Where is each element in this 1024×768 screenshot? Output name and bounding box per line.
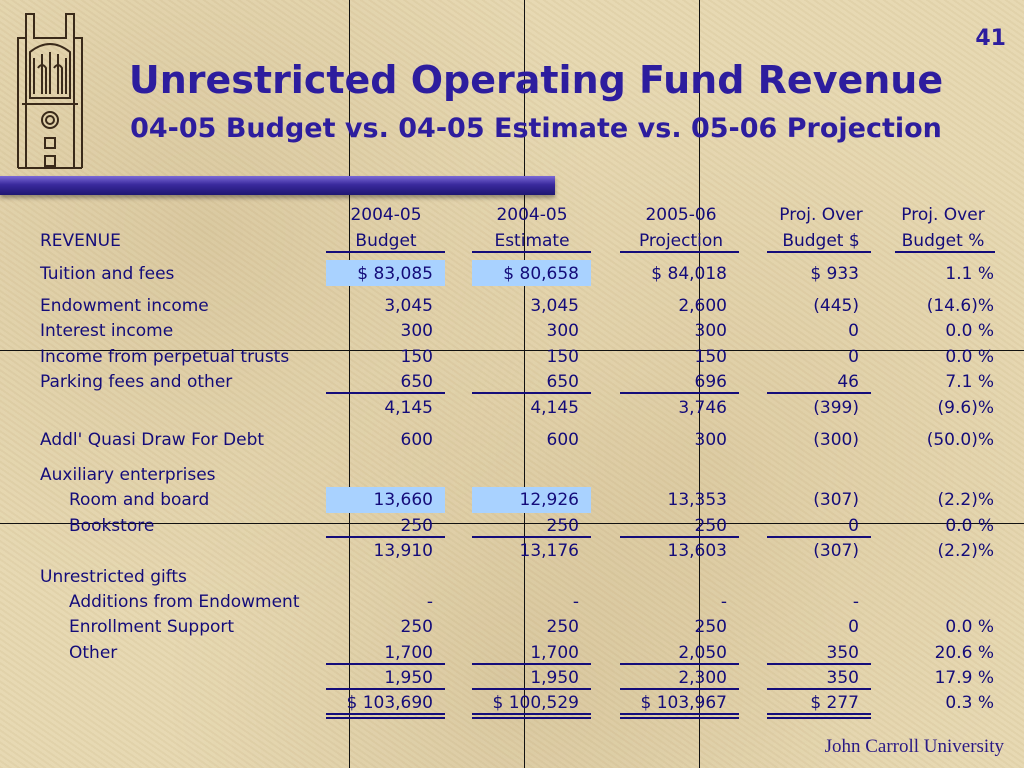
column-header: Proj. Over xyxy=(901,205,985,225)
table-cell: 4,145 xyxy=(530,398,579,418)
table-cell: 150 xyxy=(400,347,433,367)
column-underline xyxy=(472,663,591,665)
table-cell: 600 xyxy=(546,430,579,450)
table-cell: 2,600 xyxy=(678,296,727,316)
column-underline xyxy=(620,713,739,715)
column-underline xyxy=(472,536,591,538)
table-cell: (307) xyxy=(813,541,859,561)
row-label: Bookstore xyxy=(69,516,155,536)
table-cell: (2.2)% xyxy=(937,490,994,510)
table-cell: 250 xyxy=(400,516,433,536)
column-header: Projection xyxy=(638,231,724,251)
table-cell: (2.2)% xyxy=(937,541,994,561)
table-cell: (445) xyxy=(813,296,859,316)
table-cell: - xyxy=(852,592,859,612)
table-cell: 150 xyxy=(694,347,727,367)
row-label: Auxiliary enterprises xyxy=(40,465,216,485)
column-underline xyxy=(767,688,871,690)
table-cell: (307) xyxy=(813,490,859,510)
table-cell: 350 xyxy=(826,668,859,688)
table-cell: 2,300 xyxy=(678,668,727,688)
row-label: Tuition and fees xyxy=(40,264,175,284)
column-underline xyxy=(767,536,871,538)
column-underline xyxy=(620,392,739,394)
row-label: Room and board xyxy=(69,490,210,510)
table-cell: 1,950 xyxy=(384,668,433,688)
column-underline xyxy=(767,663,871,665)
table-cell: (9.6)% xyxy=(937,398,994,418)
column-underline xyxy=(326,663,445,665)
table-cell: (399) xyxy=(813,398,859,418)
table-cell: 1,950 xyxy=(530,668,579,688)
table-cell: 46 xyxy=(837,372,859,392)
column-underline xyxy=(472,251,591,253)
column-underline xyxy=(326,536,445,538)
column-underline xyxy=(472,688,591,690)
table-cell: 0.0 % xyxy=(945,617,994,637)
column-header: Estimate xyxy=(494,231,570,251)
table-cell: 250 xyxy=(694,617,727,637)
table-cell: 300 xyxy=(546,321,579,341)
column-underline xyxy=(620,717,739,719)
table-cell: 0.0 % xyxy=(945,347,994,367)
table-cell: $ 103,690 xyxy=(346,693,433,713)
table-cell: 600 xyxy=(400,430,433,450)
table-cell: (300) xyxy=(813,430,859,450)
table-cell: 250 xyxy=(400,617,433,637)
table-cell: 250 xyxy=(694,516,727,536)
table-cell: 2,050 xyxy=(678,643,727,663)
table-cell: 0 xyxy=(848,617,859,637)
table-cell: 3,746 xyxy=(678,398,727,418)
table-cell: 3,045 xyxy=(530,296,579,316)
page-title: Unrestricted Operating Fund Revenue xyxy=(128,58,944,102)
table-cell: 0.3 % xyxy=(945,693,994,713)
table-cell: 150 xyxy=(546,347,579,367)
column-underline xyxy=(620,688,739,690)
table-cell: 1,700 xyxy=(384,643,433,663)
column-underline xyxy=(767,717,871,719)
table-cell: (50.0)% xyxy=(926,430,994,450)
table-cell: 650 xyxy=(400,372,433,392)
table-cell: $ 933 xyxy=(810,264,859,284)
table-cell: 300 xyxy=(400,321,433,341)
table-cell: 20.6 % xyxy=(934,643,994,663)
row-label: Enrollment Support xyxy=(69,617,235,637)
column-header: 2004-05 xyxy=(350,205,422,225)
table-cell: 0 xyxy=(848,347,859,367)
table-cell: 3,045 xyxy=(384,296,433,316)
table-cell: 7.1 % xyxy=(945,372,994,392)
table-cell: 13,910 xyxy=(373,541,433,561)
table-cell: 0 xyxy=(848,516,859,536)
column-header: Budget xyxy=(355,231,417,251)
table-cell: 1.1 % xyxy=(945,264,994,284)
table-cell: 13,660 xyxy=(373,490,433,510)
table-cell: 300 xyxy=(694,430,727,450)
page-subtitle: 04-05 Budget vs. 04-05 Estimate vs. 05-06 Projection xyxy=(130,113,942,144)
table-cell: - xyxy=(720,592,727,612)
revenue-header: REVENUE xyxy=(40,231,121,251)
table-cell: 13,176 xyxy=(519,541,579,561)
column-header: Budget % xyxy=(901,231,985,251)
column-underline xyxy=(767,251,871,253)
column-underline xyxy=(472,392,591,394)
column-header: Budget $ xyxy=(782,231,860,251)
table-cell: 350 xyxy=(826,643,859,663)
column-underline xyxy=(472,717,591,719)
column-underline xyxy=(620,663,739,665)
column-header: Proj. Over xyxy=(779,205,863,225)
table-cell: $ 277 xyxy=(810,693,859,713)
row-label: Other xyxy=(69,643,118,663)
table-cell: 13,353 xyxy=(667,490,727,510)
column-header: 2005-06 xyxy=(645,205,717,225)
table-cell: $ 83,085 xyxy=(357,264,433,284)
column-underline xyxy=(767,713,871,715)
title-divider-bar xyxy=(0,176,555,195)
table-cell: $ 103,967 xyxy=(640,693,727,713)
row-label: Endowment income xyxy=(40,296,209,316)
footer-university-name: John Carroll University xyxy=(824,736,1004,757)
row-label: Interest income xyxy=(40,321,174,341)
column-underline xyxy=(326,688,445,690)
table-cell: 696 xyxy=(694,372,727,392)
table-cell: $ 100,529 xyxy=(492,693,579,713)
table-cell: 650 xyxy=(546,372,579,392)
row-label: Additions from Endowment xyxy=(69,592,300,612)
table-cell: 300 xyxy=(694,321,727,341)
row-label: Parking fees and other xyxy=(40,372,233,392)
row-label: Addl' Quasi Draw For Debt xyxy=(40,430,265,450)
table-cell: - xyxy=(572,592,579,612)
row-label: Unrestricted gifts xyxy=(40,567,187,587)
table-cell: $ 80,658 xyxy=(503,264,579,284)
table-cell: 0 xyxy=(848,321,859,341)
column-underline xyxy=(620,536,739,538)
column-underline xyxy=(326,713,445,715)
table-cell: 17.9 % xyxy=(934,668,994,688)
column-underline xyxy=(620,251,739,253)
slide-number: 41 xyxy=(975,26,1006,51)
table-cell: (14.6)% xyxy=(926,296,994,316)
column-underline xyxy=(326,392,445,394)
table-cell: 1,700 xyxy=(530,643,579,663)
table-cell: 250 xyxy=(546,516,579,536)
column-underline xyxy=(472,713,591,715)
table-cell: 0.0 % xyxy=(945,321,994,341)
table-cell: 13,603 xyxy=(667,541,727,561)
table-cell: 4,145 xyxy=(384,398,433,418)
row-label: Income from perpetual trusts xyxy=(40,347,290,367)
column-header: 2004-05 xyxy=(496,205,568,225)
table-cell: $ 84,018 xyxy=(651,264,727,284)
column-underline xyxy=(895,251,995,253)
column-underline xyxy=(767,392,871,394)
table-cell: 0.0 % xyxy=(945,516,994,536)
table-cell: 12,926 xyxy=(519,490,579,510)
table-cell: 250 xyxy=(546,617,579,637)
column-underline xyxy=(326,717,445,719)
table-cell: - xyxy=(426,592,433,612)
column-underline xyxy=(326,251,445,253)
